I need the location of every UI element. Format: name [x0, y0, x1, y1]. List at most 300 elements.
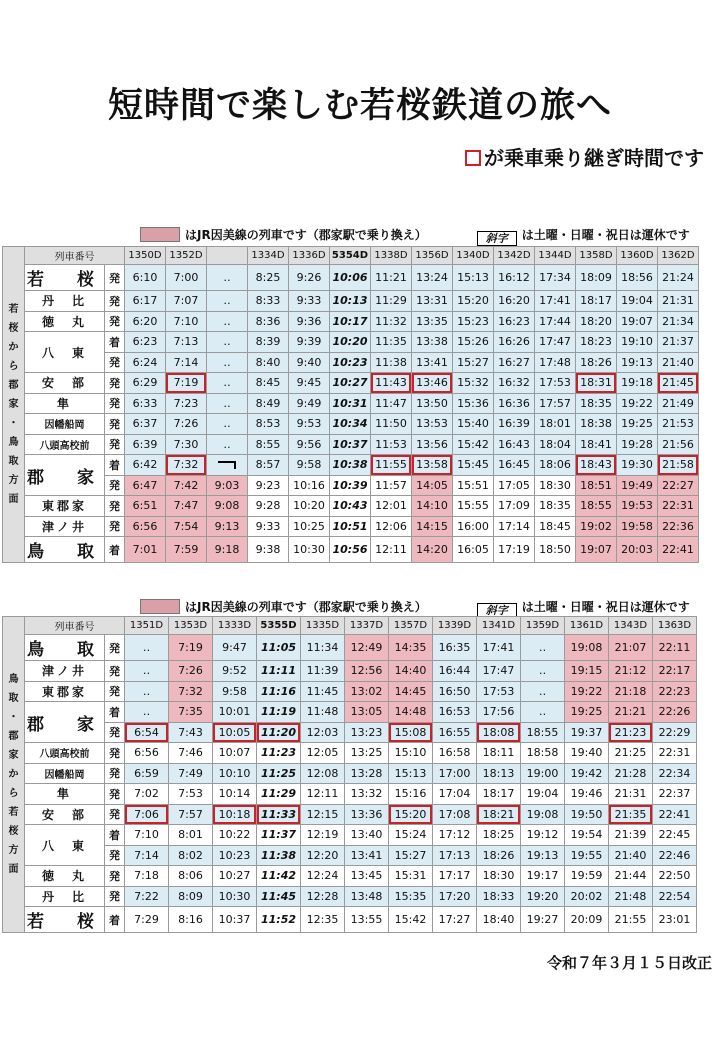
arr-dep-label: 着 — [105, 702, 125, 723]
departure-time: 17:00 — [433, 763, 477, 784]
arr-dep-label: 発 — [105, 635, 125, 661]
departure-time: 9:38 — [248, 537, 289, 563]
departure-time: 19:27 — [521, 907, 565, 933]
departure-time: 10:39 — [330, 475, 371, 496]
departure-time: 13:46 — [412, 373, 453, 394]
departure-time: 7:23 — [166, 393, 207, 414]
departure-time: 21:23 — [609, 722, 653, 743]
arr-dep-label: 発 — [105, 414, 125, 435]
departure-time: 21:39 — [609, 825, 653, 846]
departure-time: 22:37 — [653, 784, 697, 805]
departure-time: 19:15 — [565, 661, 609, 682]
departure-time: 15:10 — [389, 743, 433, 764]
departure-time: 22:50 — [653, 866, 697, 887]
station-name: 若 桜 — [25, 907, 105, 933]
train-number-label: 列車番号 — [25, 247, 125, 265]
arr-dep-label: 発 — [105, 434, 125, 455]
departure-time: 7:26 — [169, 661, 213, 682]
departure-time: 8:09 — [169, 886, 213, 907]
train-number: 1362D — [658, 247, 699, 265]
arr-dep-label: 発 — [105, 265, 125, 291]
departure-time: 18:04 — [535, 434, 576, 455]
departure-time: 14:48 — [389, 702, 433, 723]
departure-time: 17:08 — [433, 804, 477, 825]
departure-time: 16:20 — [494, 291, 535, 312]
departure-time: 17:48 — [535, 352, 576, 373]
departure-time: 21:12 — [609, 661, 653, 682]
departure-time: 7:18 — [125, 866, 169, 887]
departure-time: 7:49 — [169, 763, 213, 784]
departure-time: 18:20 — [576, 311, 617, 332]
departure-time: 16:39 — [494, 414, 535, 435]
timetable-row — [3, 804, 697, 825]
departure-time: 17:17 — [433, 866, 477, 887]
departure-time: 21:44 — [609, 866, 653, 887]
departure-time: 13:23 — [345, 722, 389, 743]
subtitle — [465, 142, 704, 171]
departure-time: 6:42 — [125, 455, 166, 476]
departure-time: 19:55 — [565, 845, 609, 866]
timetable-row — [3, 332, 699, 353]
station-name: 若 桜 — [25, 265, 105, 291]
departure-time: 11:16 — [257, 681, 301, 702]
departure-time: 19:53 — [617, 496, 658, 517]
departure-time: ‥ — [207, 332, 248, 353]
departure-time: 9:03 — [207, 475, 248, 496]
arr-dep-label: 発 — [105, 475, 125, 496]
departure-time: 13:41 — [345, 845, 389, 866]
arr-dep-label: 発 — [105, 845, 125, 866]
departure-time: 21:53 — [658, 414, 699, 435]
departure-time: 22:34 — [653, 763, 697, 784]
arr-dep-label: 着 — [105, 537, 125, 563]
departure-time: 16:00 — [453, 516, 494, 537]
departure-time: 7:13 — [166, 332, 207, 353]
departure-time: ‥ — [521, 635, 565, 661]
departure-time: 18:55 — [521, 722, 565, 743]
direction-label: 鳥 取 ・ 郡 家 か ら 若 桜 方 面 — [3, 617, 25, 933]
departure-time: 15:36 — [453, 393, 494, 414]
departure-time: 11:32 — [371, 311, 412, 332]
departure-time: 13:41 — [412, 352, 453, 373]
timetable-row — [3, 496, 699, 517]
departure-time: 16:53 — [433, 702, 477, 723]
train-number: 1353D — [169, 617, 213, 635]
departure-time: 6:56 — [125, 516, 166, 537]
departure-time: 13:35 — [412, 311, 453, 332]
departure-time: 6:47 — [125, 475, 166, 496]
departure-time: 10:23 — [330, 352, 371, 373]
departure-time: 10:34 — [330, 414, 371, 435]
station-name: 郡 家 — [25, 455, 105, 496]
departure-time: 18:11 — [477, 743, 521, 764]
arr-dep-label: 発 — [105, 516, 125, 537]
departure-time: 10:10 — [213, 763, 257, 784]
departure-time: 12:24 — [301, 866, 345, 887]
departure-time: 9:53 — [289, 414, 330, 435]
departure-time: 19:07 — [617, 311, 658, 332]
departure-time: 7:54 — [166, 516, 207, 537]
train-number: 1343D — [609, 617, 653, 635]
departure-time: 21:28 — [609, 763, 653, 784]
legend-inbound — [140, 598, 690, 618]
timetable-row — [3, 866, 697, 887]
timetable-row — [3, 845, 697, 866]
departure-time: 16:58 — [433, 743, 477, 764]
departure-time: 10:27 — [330, 373, 371, 394]
departure-time: 8:02 — [169, 845, 213, 866]
departure-time: 11:20 — [257, 722, 301, 743]
departure-time: 10:37 — [330, 434, 371, 455]
departure-time: 9:26 — [289, 265, 330, 291]
departure-time: 6:29 — [125, 373, 166, 394]
departure-time: 20:09 — [565, 907, 609, 933]
station-name: 徳 丸 — [25, 866, 105, 887]
departure-time: 22:27 — [658, 475, 699, 496]
departure-time: 6:51 — [125, 496, 166, 517]
departure-time: 12:56 — [345, 661, 389, 682]
timetable-row — [3, 681, 697, 702]
departure-time: 12:05 — [301, 743, 345, 764]
departure-time: 9:40 — [289, 352, 330, 373]
departure-time: ‥ — [521, 681, 565, 702]
departure-time: 18:23 — [576, 332, 617, 353]
departure-time: 19:20 — [521, 886, 565, 907]
departure-time: 15:31 — [389, 866, 433, 887]
departure-time: 9:13 — [207, 516, 248, 537]
departure-time: 7:06 — [125, 804, 169, 825]
train-number: 1352D — [166, 247, 207, 265]
departure-time: 10:37 — [213, 907, 257, 933]
departure-time: 11:05 — [257, 635, 301, 661]
departure-time: 18:31 — [576, 373, 617, 394]
departure-time: 15:20 — [389, 804, 433, 825]
departure-time: 13:55 — [345, 907, 389, 933]
departure-time: 11:23 — [257, 743, 301, 764]
departure-time: 18:58 — [521, 743, 565, 764]
arr-dep-label: 発 — [105, 722, 125, 743]
departure-time: 13:28 — [345, 763, 389, 784]
departure-time: ‥ — [125, 681, 169, 702]
train-number: 1333D — [213, 617, 257, 635]
departure-time: 19:25 — [565, 702, 609, 723]
departure-time: 6:17 — [125, 291, 166, 312]
train-number: 1335D — [301, 617, 345, 635]
departure-time: 19:02 — [576, 516, 617, 537]
station-name: 八頭高校前 — [25, 434, 105, 455]
departure-time: 9:39 — [289, 332, 330, 353]
departure-time: 6:20 — [125, 311, 166, 332]
arr-dep-label: 着 — [105, 825, 125, 846]
departure-time: 12:03 — [301, 722, 345, 743]
departure-time: 17:34 — [535, 265, 576, 291]
departure-time: ‥ — [125, 661, 169, 682]
departure-time: 18:43 — [576, 455, 617, 476]
departure-time: 21:49 — [658, 393, 699, 414]
departure-time: 10:06 — [330, 265, 371, 291]
departure-time: 9:33 — [248, 516, 289, 537]
departure-time: 17:05 — [494, 475, 535, 496]
departure-time: 7:26 — [166, 414, 207, 435]
train-number: 1337D — [345, 617, 389, 635]
page-title: 短時間で楽しむ若桜鉄道の旅へ — [107, 86, 612, 126]
departure-time: 15:08 — [389, 722, 433, 743]
departure-time: 16:43 — [494, 434, 535, 455]
departure-time: 20:03 — [617, 537, 658, 563]
departure-time: 18:51 — [576, 475, 617, 496]
departure-time: 8:16 — [169, 907, 213, 933]
departure-time: 14:45 — [389, 681, 433, 702]
departure-time: 11:38 — [371, 352, 412, 373]
timetable-row — [3, 825, 697, 846]
departure-time: 20:02 — [565, 886, 609, 907]
departure-time: 21:40 — [609, 845, 653, 866]
departure-time: 22:46 — [653, 845, 697, 866]
legend-pink-text: はJR因美線の列車です（郡家駅で乗り換え） — [185, 600, 427, 614]
departure-time: 19:58 — [617, 516, 658, 537]
departure-time: 7:53 — [169, 784, 213, 805]
departure-time: 7:35 — [169, 702, 213, 723]
departure-time: 11:52 — [257, 907, 301, 933]
departure-time: 12:19 — [301, 825, 345, 846]
departure-time: 21:45 — [658, 373, 699, 394]
departure-time: 19:04 — [617, 291, 658, 312]
departure-time: 19:30 — [617, 455, 658, 476]
departure-time: 19:13 — [521, 845, 565, 866]
timetable-row — [3, 291, 699, 312]
departure-time: 11:57 — [371, 475, 412, 496]
departure-time: 8:36 — [248, 311, 289, 332]
departure-time: 7:14 — [125, 845, 169, 866]
departure-time: 9:47 — [213, 635, 257, 661]
departure-time: 7:00 — [166, 265, 207, 291]
arr-dep-label: 着 — [105, 332, 125, 353]
departure-time: 19:08 — [521, 804, 565, 825]
departure-time: 9:52 — [213, 661, 257, 682]
timetable-row — [3, 886, 697, 907]
departure-time: 17:12 — [433, 825, 477, 846]
timetable-row — [3, 784, 697, 805]
timetable-row — [3, 722, 697, 743]
departure-time: 11:53 — [371, 434, 412, 455]
departure-time: ‥ — [125, 635, 169, 661]
timetable-row — [3, 393, 699, 414]
departure-time: 12:01 — [371, 496, 412, 517]
departure-time: 22:26 — [653, 702, 697, 723]
departure-time: ‥ — [207, 373, 248, 394]
departure-time: 7:46 — [169, 743, 213, 764]
departure-time: 18:17 — [576, 291, 617, 312]
departure-time: 13:02 — [345, 681, 389, 702]
departure-time: 6:10 — [125, 265, 166, 291]
departure-time: 15:27 — [453, 352, 494, 373]
arr-dep-label: 発 — [105, 681, 125, 702]
departure-time: 10:17 — [330, 311, 371, 332]
timetable-row — [3, 635, 697, 661]
station-name: 丹 比 — [25, 886, 105, 907]
departure-time: 18:01 — [535, 414, 576, 435]
departure-time: 12:28 — [301, 886, 345, 907]
departure-time: 21:56 — [658, 434, 699, 455]
departure-time: 11:48 — [301, 702, 345, 723]
departure-time: 15:42 — [389, 907, 433, 933]
departure-time: 10:30 — [213, 886, 257, 907]
departure-time: 9:49 — [289, 393, 330, 414]
departure-time: 18:09 — [576, 265, 617, 291]
departure-time: 21:24 — [658, 265, 699, 291]
departure-time: 6:54 — [125, 722, 169, 743]
departure-time: 10:56 — [330, 537, 371, 563]
departure-time: 18:41 — [576, 434, 617, 455]
timetable-row — [3, 537, 699, 563]
departure-time: 21:37 — [658, 332, 699, 353]
departure-time: 22:11 — [653, 635, 697, 661]
departure-time: 17:44 — [535, 311, 576, 332]
departure-time: 17:41 — [477, 635, 521, 661]
departure-time: 21:25 — [609, 743, 653, 764]
timetable-row — [3, 702, 697, 723]
departure-time: 11:38 — [257, 845, 301, 866]
departure-time: ‥ — [207, 265, 248, 291]
station-name: 因幡船岡 — [25, 414, 105, 435]
timetable-row — [3, 907, 697, 933]
departure-time: 7:57 — [169, 804, 213, 825]
departure-time: 12:49 — [345, 635, 389, 661]
train-number: 1359D — [521, 617, 565, 635]
departure-time: 17:47 — [477, 661, 521, 682]
departure-time: 13:53 — [412, 414, 453, 435]
train-number: 1360D — [617, 247, 658, 265]
departure-time: 10:30 — [289, 537, 330, 563]
timetable-row — [3, 311, 699, 332]
departure-time: 7:10 — [125, 825, 169, 846]
departure-time: 18:35 — [576, 393, 617, 414]
station-name: 東郡家 — [25, 681, 105, 702]
train-number — [207, 247, 248, 265]
departure-time: 22:23 — [653, 681, 697, 702]
departure-time: 15:32 — [453, 373, 494, 394]
departure-time: 7:01 — [125, 537, 166, 563]
departure-time: 21:55 — [609, 907, 653, 933]
departure-time: 22:29 — [653, 722, 697, 743]
departure-time: 19:28 — [617, 434, 658, 455]
train-number: 1357D — [389, 617, 433, 635]
departure-time: 8:06 — [169, 866, 213, 887]
departure-time: 12:15 — [301, 804, 345, 825]
station-name: 八 東 — [25, 332, 105, 373]
departure-time: 13:50 — [412, 393, 453, 414]
departure-time: 17:53 — [477, 681, 521, 702]
departure-time: 15:20 — [453, 291, 494, 312]
train-number: 5354D — [330, 247, 371, 265]
train-number: 1351D — [125, 617, 169, 635]
departure-time: ‥ — [207, 291, 248, 312]
departure-time: 22:41 — [658, 537, 699, 563]
outbound-timetable — [2, 246, 699, 563]
departure-time: 7:22 — [125, 886, 169, 907]
departure-time: 19:07 — [576, 537, 617, 563]
departure-time: 22:31 — [653, 743, 697, 764]
departure-time: 16:55 — [433, 722, 477, 743]
departure-time: 19:46 — [565, 784, 609, 805]
station-name: 津ノ井 — [25, 661, 105, 682]
station-name: 東郡家 — [25, 496, 105, 517]
legend-pink-text: はJR因美線の列車です（郡家駅で乗り換え） — [185, 228, 427, 242]
departure-time: 7:19 — [169, 635, 213, 661]
departure-time: 13:56 — [412, 434, 453, 455]
legend-outbound — [140, 226, 690, 246]
departure-time: 18:21 — [477, 804, 521, 825]
departure-time: 10:43 — [330, 496, 371, 517]
departure-time: 21:31 — [609, 784, 653, 805]
departure-time: 18:45 — [535, 516, 576, 537]
departure-time: 9:56 — [289, 434, 330, 455]
departure-time: 10:01 — [213, 702, 257, 723]
timetable-row — [3, 373, 699, 394]
timetable-row — [3, 352, 699, 373]
departure-time: ‥ — [207, 393, 248, 414]
departure-time: 19:54 — [565, 825, 609, 846]
departure-time: 10:27 — [213, 866, 257, 887]
departure-time: 17:27 — [433, 907, 477, 933]
station-name: 鳥 取 — [25, 537, 105, 563]
departure-time: 22:36 — [658, 516, 699, 537]
departure-time: 22:54 — [653, 886, 697, 907]
departure-time: 16:45 — [494, 455, 535, 476]
arr-dep-label: 着 — [105, 455, 125, 476]
departure-time: 18:17 — [477, 784, 521, 805]
arr-dep-label: 発 — [105, 311, 125, 332]
departure-time: 11:29 — [371, 291, 412, 312]
departure-time: 15:13 — [389, 763, 433, 784]
departure-time: 11:35 — [371, 332, 412, 353]
departure-time: ‥ — [125, 702, 169, 723]
departure-time: 13:38 — [412, 332, 453, 353]
arr-dep-label: 発 — [105, 393, 125, 414]
departure-time: 15:45 — [453, 455, 494, 476]
departure-time: 11:45 — [257, 886, 301, 907]
departure-time: 8:57 — [248, 455, 289, 476]
departure-time: 13:32 — [345, 784, 389, 805]
departure-time: 10:25 — [289, 516, 330, 537]
departure-time: 16:05 — [453, 537, 494, 563]
station-name: 鳥 取 — [25, 635, 105, 661]
departure-time: 10:22 — [213, 825, 257, 846]
departure-time: 9:45 — [289, 373, 330, 394]
departure-time: 7:10 — [166, 311, 207, 332]
departure-time: 15:16 — [389, 784, 433, 805]
departure-time: 7:47 — [166, 496, 207, 517]
departure-time: 19:10 — [617, 332, 658, 353]
legend-bold-text: は土曜・日曜・祝日は運休です — [521, 600, 690, 614]
station-name: 郡 家 — [25, 702, 105, 743]
departure-time: 16:12 — [494, 265, 535, 291]
departure-time: 8:45 — [248, 373, 289, 394]
departure-time: 7:02 — [125, 784, 169, 805]
departure-time: 13:31 — [412, 291, 453, 312]
departure-time: 12:08 — [301, 763, 345, 784]
departure-time: 12:11 — [371, 537, 412, 563]
transfer-bracket-icon — [218, 461, 236, 469]
departure-time: 6:23 — [125, 332, 166, 353]
arr-dep-label: 発 — [105, 866, 125, 887]
departure-time: 6:37 — [125, 414, 166, 435]
departure-time: 6:56 — [125, 743, 169, 764]
departure-time: 11:25 — [257, 763, 301, 784]
departure-time: 8:40 — [248, 352, 289, 373]
departure-time: 17:53 — [535, 373, 576, 394]
departure-time: 21:34 — [658, 311, 699, 332]
